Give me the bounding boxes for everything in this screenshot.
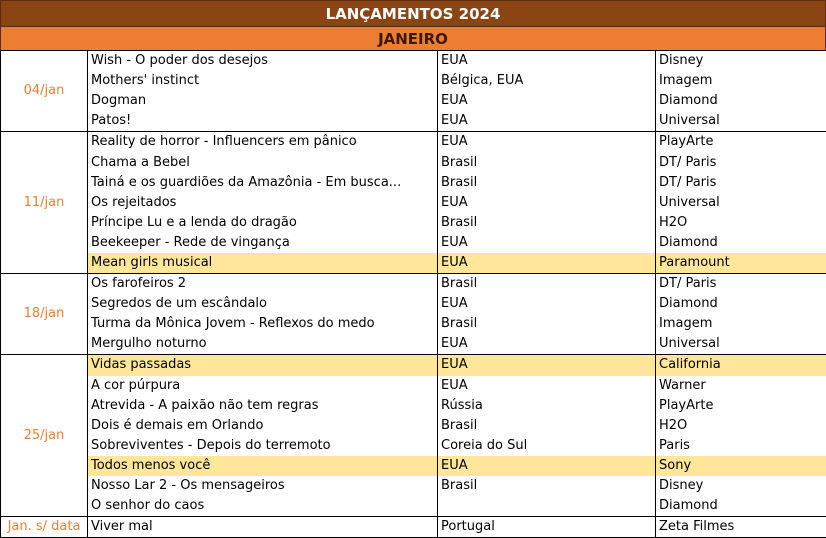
movie-title-cell[interactable]: Turma da Mônica Jovem - Reflexos do medo [88,314,438,334]
movie-title-cell[interactable]: Patos! [88,111,438,132]
table-row [1,456,826,476]
movie-title-cell[interactable]: Vidas passadas [88,355,438,376]
release-date-cell[interactable]: 18/jan [1,274,88,355]
movie-title-cell[interactable]: Príncipe Lu e a lenda do dragão [88,213,438,233]
movie-title-cell[interactable]: Reality de horror - Influencers em pânico [88,132,438,153]
release-date-cell[interactable]: 25/jan [1,355,88,517]
movie-title-cell[interactable]: Os rejeitados [88,193,438,213]
table-row [1,396,826,416]
country-cell[interactable]: Brasil [438,152,656,172]
distributor-cell[interactable]: California [656,355,826,376]
movie-title-cell[interactable]: Atrevida - A paixão não tem regras [88,396,438,416]
movie-title-cell[interactable]: Beekeeper - Rede de vingança [88,233,438,253]
table-row [1,334,826,355]
distributor-cell[interactable]: DT/ Paris [656,274,826,295]
country-cell[interactable]: Brasil [438,416,656,436]
movie-title-cell[interactable]: Todos menos você [88,456,438,476]
distributor-cell[interactable]: Universal [656,111,826,132]
movie-title-cell[interactable]: Os farofeiros 2 [88,274,438,295]
movie-title-cell[interactable]: Mergulho noturno [88,334,438,355]
distributor-cell[interactable]: DT/ Paris [656,152,826,172]
table-row [1,111,826,132]
movie-title-cell[interactable]: Wish - O poder dos desejos [88,51,438,72]
movie-title-cell[interactable]: Nosso Lar 2 - Os mensageiros [88,476,438,496]
releases-table [0,50,826,538]
country-cell[interactable]: EUA [438,376,656,396]
month-header[interactable]: JANEIRO [0,27,826,50]
country-cell[interactable]: EUA [438,294,656,314]
table-row [1,416,826,436]
release-date-cell[interactable]: Jan. s/ data [1,517,88,538]
table-row [1,152,826,172]
distributor-cell[interactable]: Diamond [656,91,826,111]
country-cell[interactable] [438,496,656,517]
table-row [1,476,826,496]
table-row [1,173,826,193]
movie-title-cell[interactable]: Sobreviventes - Depois do terremoto [88,436,438,456]
table-row [1,436,826,456]
movie-title-cell[interactable]: O senhor do caos [88,496,438,517]
country-cell[interactable]: Portugal [438,517,656,538]
distributor-cell[interactable]: Universal [656,193,826,213]
table-row [1,132,826,153]
country-cell[interactable]: Brasil [438,213,656,233]
country-cell[interactable]: Rússia [438,396,656,416]
table-row [1,294,826,314]
country-cell[interactable]: Coreia do Sul [438,436,656,456]
table-row [1,355,826,376]
country-cell[interactable]: EUA [438,91,656,111]
country-cell[interactable]: EUA [438,253,656,274]
country-cell[interactable]: EUA [438,355,656,376]
movie-title-cell[interactable]: Viver mal [88,517,438,538]
country-cell[interactable]: Brasil [438,314,656,334]
release-date-cell[interactable]: 11/jan [1,132,88,274]
distributor-cell[interactable]: Disney [656,476,826,496]
country-cell[interactable]: EUA [438,233,656,253]
table-row [1,193,826,213]
distributor-cell[interactable]: Disney [656,51,826,72]
country-cell[interactable]: Bélgica, EUA [438,71,656,91]
distributor-cell[interactable]: PlayArte [656,396,826,416]
table-row [1,91,826,111]
country-cell[interactable]: Brasil [438,476,656,496]
movie-title-cell[interactable]: Dois é demais em Orlando [88,416,438,436]
country-cell[interactable]: Brasil [438,274,656,295]
distributor-cell[interactable]: H2O [656,416,826,436]
country-cell[interactable]: Brasil [438,173,656,193]
table-row [1,496,826,517]
table-row [1,376,826,396]
distributor-cell[interactable]: PlayArte [656,132,826,153]
table-row [1,51,826,72]
country-cell[interactable]: EUA [438,334,656,355]
distributor-cell[interactable]: Diamond [656,294,826,314]
movie-title-cell[interactable]: Tainá e os guardiões da Amazônia - Em busca... [88,173,438,193]
distributor-cell[interactable]: Paris [656,436,826,456]
movie-title-cell[interactable]: Chama a Bebel [88,152,438,172]
table-row [1,71,826,91]
distributor-cell[interactable]: Imagem [656,71,826,91]
distributor-cell[interactable]: Paramount [656,253,826,274]
distributor-cell[interactable]: Imagem [656,314,826,334]
movie-title-cell[interactable]: Mean girls musical [88,253,438,274]
country-cell[interactable]: EUA [438,456,656,476]
distributor-cell[interactable]: Zeta Filmes [656,517,826,538]
distributor-cell[interactable]: Sony [656,456,826,476]
distributor-cell[interactable]: Diamond [656,496,826,517]
movie-title-cell[interactable]: Segredos de um escândalo [88,294,438,314]
movie-title-cell[interactable]: A cor púrpura [88,376,438,396]
distributor-cell[interactable]: Universal [656,334,826,355]
table-row [1,233,826,253]
table-row [1,253,826,274]
country-cell[interactable]: EUA [438,51,656,72]
sheet-title[interactable]: LANÇAMENTOS 2024 [0,0,826,27]
table-row [1,213,826,233]
country-cell[interactable]: EUA [438,193,656,213]
distributor-cell[interactable]: Warner [656,376,826,396]
table-row [1,274,826,295]
movie-title-cell[interactable]: Mothers' instinct [88,71,438,91]
country-cell[interactable]: EUA [438,111,656,132]
table-row [1,314,826,334]
distributor-cell[interactable]: Diamond [656,233,826,253]
movie-title-cell[interactable]: Dogman [88,91,438,111]
country-cell[interactable]: EUA [438,132,656,153]
distributor-cell[interactable]: DT/ Paris [656,173,826,193]
release-date-cell[interactable]: 04/jan [1,51,88,132]
distributor-cell[interactable]: H2O [656,213,826,233]
